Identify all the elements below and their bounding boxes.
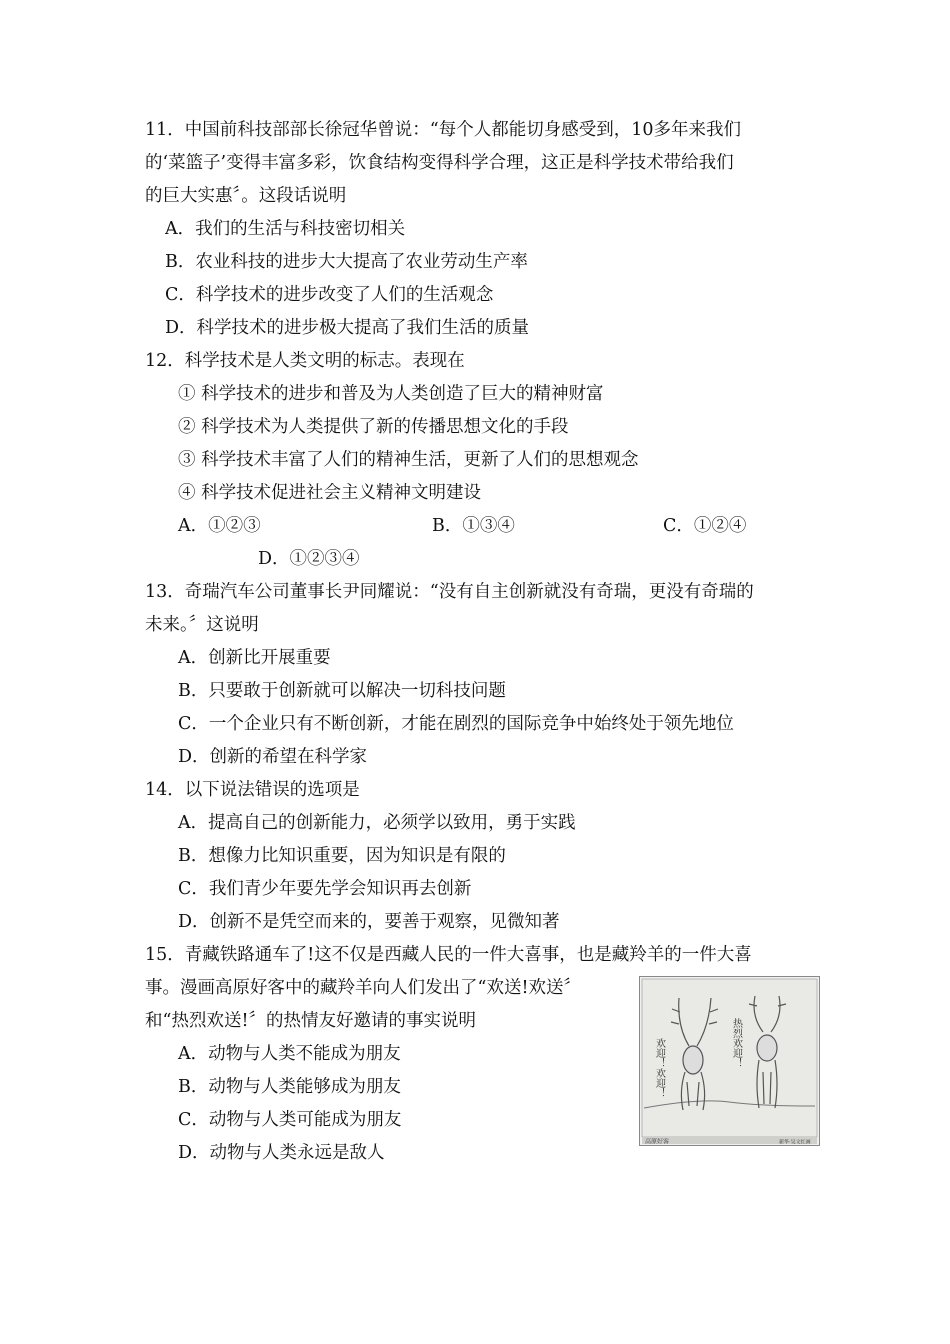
q15-option-b: B．动物与人类能够成为朋友 bbox=[178, 1077, 401, 1097]
q12-item-3: ③ 科学技术丰富了人们的精神生活，更新了人们的思想观念 bbox=[178, 450, 639, 470]
q12-item-2: ② 科学技术为人类提供了新的传播思想文化的手段 bbox=[178, 417, 569, 437]
q12-item-4: ④ 科学技术促进社会主义精神文明建设 bbox=[178, 483, 482, 503]
antelope-cartoon bbox=[639, 976, 820, 1146]
q15-stem-line1: 15．青藏铁路通车了!这不仅是西藏人民的一件大喜事，也是藏羚羊的一件大喜 bbox=[145, 945, 752, 965]
q13-stem-line1: 13．奇瑞汽车公司董事长尹同耀说：“没有自主创新就没有奇瑞，更没有奇瑞的 bbox=[145, 582, 754, 602]
q12-item-1: ① 科学技术的进步和普及为人类创造了巨大的精神财富 bbox=[178, 384, 604, 404]
cartoon-caption-right: 新华·吴文红画 bbox=[779, 1139, 811, 1146]
q14-stem: 14．以下说法错误的选项是 bbox=[145, 780, 360, 800]
q12-option-a: A．①②③ bbox=[178, 516, 261, 536]
cartoon-caption-left: 高原好客 bbox=[645, 1138, 670, 1146]
q11-option-d: D．科学技术的进步极大提高了我们生活的质量 bbox=[165, 318, 530, 338]
q14-option-c: C．我们青少年要先学会知识再去创新 bbox=[178, 879, 472, 899]
q12-stem: 12．科学技术是人类文明的标志。表现在 bbox=[145, 351, 465, 371]
cartoon-left-text: 欢迎！欢迎！ bbox=[653, 1038, 665, 1098]
q11-stem-line1: 11．中国前科技部部长徐冠华曾说：“每个人都能切身感受到，10多年来我们 bbox=[145, 120, 741, 140]
q12-option-d: D．①②③④ bbox=[258, 549, 360, 569]
q15-stem-line2: 事。漫画高原好客中的藏羚羊向人们发出了“欢送!欢送〞 bbox=[145, 978, 581, 998]
q13-option-b: B．只要敢于创新就可以解决一切科技问题 bbox=[178, 681, 506, 701]
q15-option-a: A．动物与人类不能成为朋友 bbox=[178, 1044, 401, 1064]
q11-option-b: B．农业科技的进步大大提高了农业劳动生产率 bbox=[165, 252, 528, 272]
q13-option-c: C．一个企业只有不断创新，才能在剧烈的国际竞争中始终处于领先地位 bbox=[178, 714, 734, 734]
q13-option-d: D．创新的希望在科学家 bbox=[178, 747, 368, 767]
q14-option-a: A．提高自己的创新能力，必须学以致用，勇于实践 bbox=[178, 813, 576, 833]
q15-option-c: C．动物与人类可能成为朋友 bbox=[178, 1110, 402, 1130]
q14-option-d: D．创新不是凭空而来的，要善于观察，见微知著 bbox=[178, 912, 560, 932]
q13-stem-line2: 未来。〞这说明 bbox=[145, 615, 259, 635]
q15-stem-line3: 和“热烈欢送!〞的热情友好邀请的事实说明 bbox=[145, 1011, 476, 1031]
q11-stem-line2: 的‘菜篮子’变得丰富多彩，饮食结构变得科学合理，这正是科学技术带给我们 bbox=[145, 153, 734, 173]
q13-option-a: A．创新比开展重要 bbox=[178, 648, 331, 668]
cartoon-drawing bbox=[639, 976, 820, 1146]
q15-option-d: D．动物与人类永远是敌人 bbox=[178, 1143, 385, 1163]
q14-option-b: B．想像力比知识重要，因为知识是有限的 bbox=[178, 846, 506, 866]
q11-option-a: A．我们的生活与科技密切相关 bbox=[165, 219, 406, 239]
cartoon-right-text: 热烈欢迎！ bbox=[730, 1018, 742, 1068]
q12-option-c: C．①②④ bbox=[663, 516, 747, 536]
q12-option-b: B．①③④ bbox=[432, 516, 515, 536]
q11-stem-line3: 的巨大实惠〞。这段话说明 bbox=[145, 186, 347, 206]
q11-option-c: C．科学技术的进步改变了人们的生活观念 bbox=[165, 285, 494, 305]
